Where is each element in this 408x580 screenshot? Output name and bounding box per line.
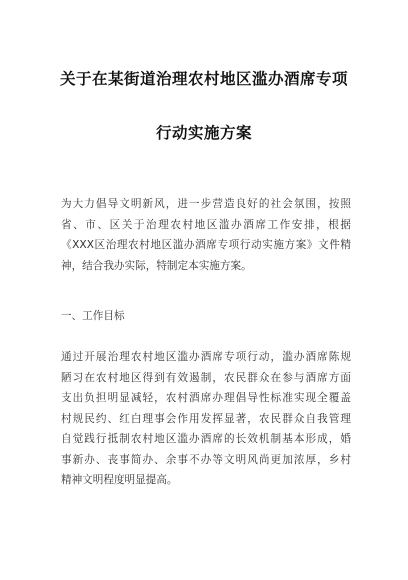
intro-line: 神，结合我办实际，特制定本实施方案。 (61, 259, 252, 272)
document-title-line-2: 行动实施方案 (155, 124, 252, 142)
goals-line: 村规民约、红白理事会作用发挥显著，农民群众自我管理 (61, 412, 351, 425)
goals-line: 事新办、丧事简办、余事不办等文明风尚更加浓厚，乡村 (61, 453, 351, 466)
document-title-line-1: 关于在某街道治理农村地区滥办酒席专项 (59, 70, 348, 88)
intro-line: 《XXX区治理农村地区滥办酒席专项行动实施方案》文件精 (61, 239, 351, 251)
goals-line: 通过开展治理农村地区滥办酒席专项行动，滥办酒席陈规 (61, 351, 351, 363)
section-heading-work-goals: 一、工作目标 (61, 310, 125, 322)
goals-line: 精神文明程度明显提高。 (61, 474, 178, 486)
intro-line: 为大力倡导文明新风，进一步营造良好的社会氛围，按照 (61, 198, 351, 210)
work-goals-paragraph (61, 347, 351, 491)
intro-line: 省、市、区关于治理农村地区滥办酒席工作安排，根据 (61, 218, 351, 231)
intro-paragraph (61, 194, 351, 276)
goals-line: 陋习在农村地区得到有效遏制，农民群众在参与酒席方面 (61, 371, 351, 384)
goals-line: 支出负担明显减轻，农村酒席办理倡导性标准实现全覆盖 (61, 392, 351, 404)
goals-line: 自觉践行抵制农村地区滥办酒席的长效机制基本形成，婚 (61, 433, 351, 445)
